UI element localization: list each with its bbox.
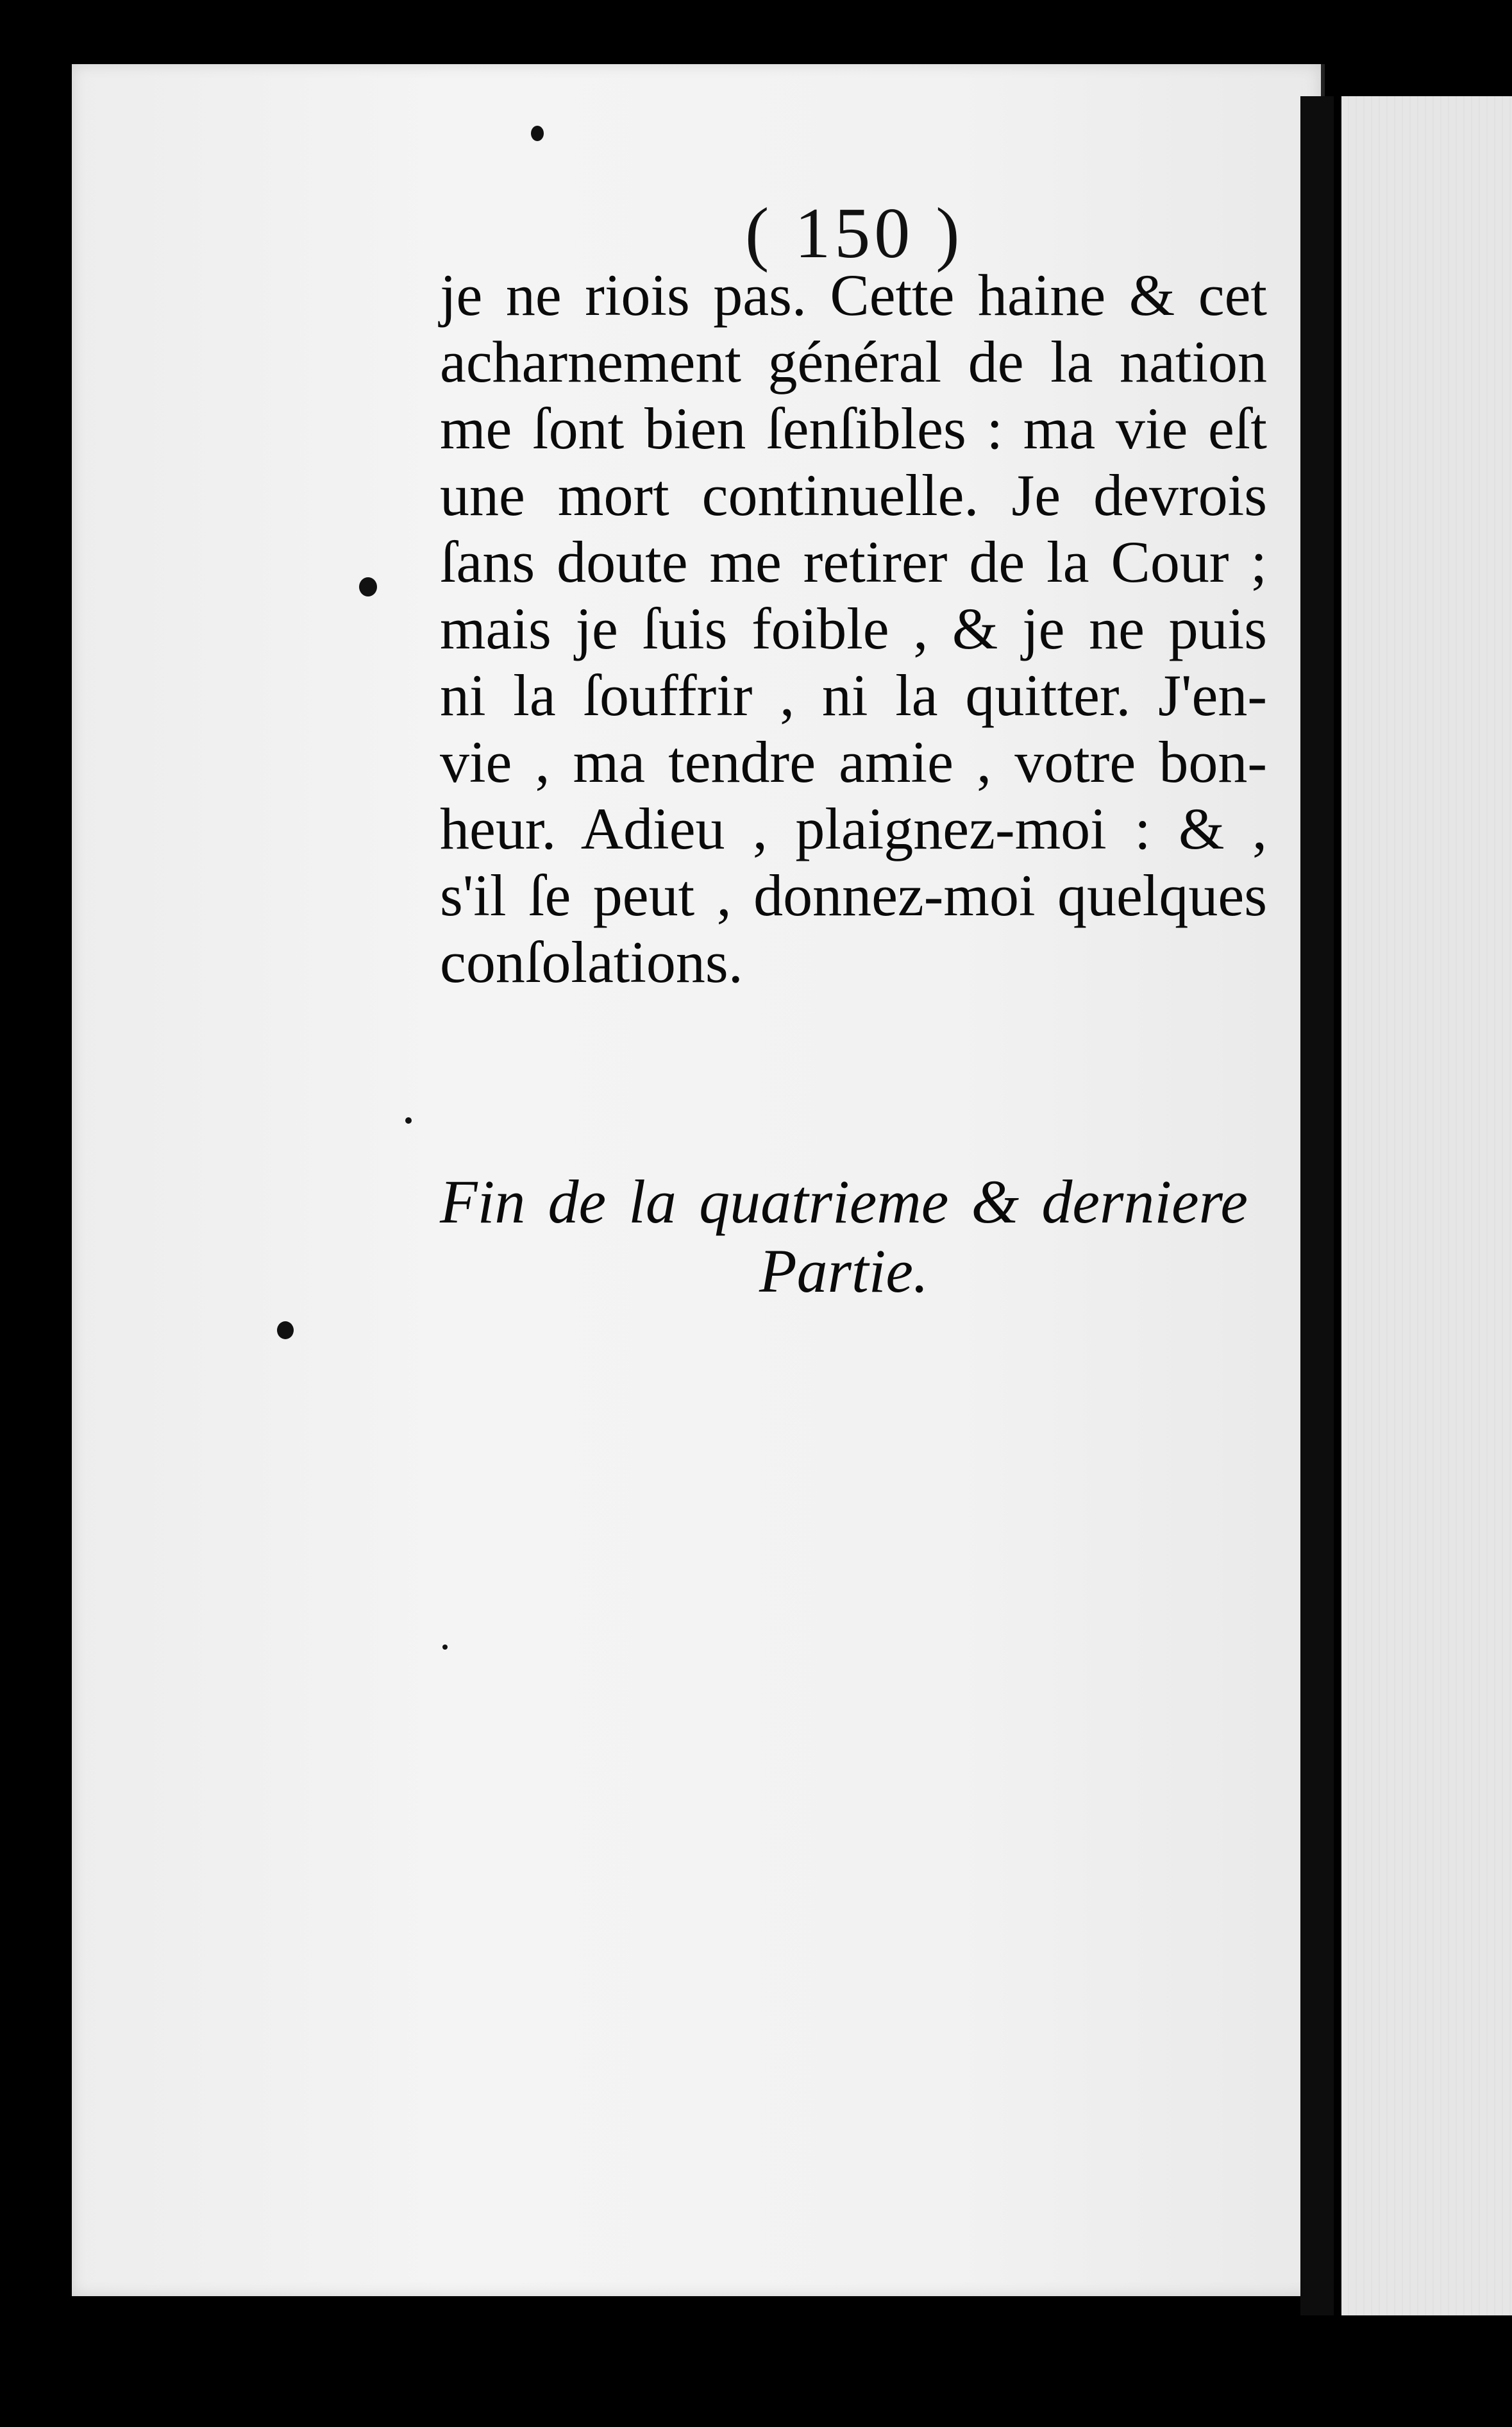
ink-speck bbox=[359, 577, 377, 596]
text-line: me ſont bien ſenſibles : ma vie eſt bbox=[440, 396, 1267, 461]
closing-line-part: Partie. bbox=[759, 1237, 928, 1305]
text-line: je ne riois pas. Cette haine & cet bbox=[440, 262, 1267, 328]
next-page-sliver bbox=[1341, 96, 1512, 2315]
ink-speck bbox=[405, 1117, 412, 1124]
page-number: ( 150 ) bbox=[745, 194, 964, 273]
text-line: ſans doute me retirer de la Cour ; bbox=[440, 529, 1267, 595]
ink-speck bbox=[277, 1321, 294, 1339]
closing-note bbox=[440, 1167, 1248, 1306]
body-text bbox=[440, 262, 1267, 995]
text-line: acharnement général de la nation bbox=[440, 329, 1267, 394]
text-line: vie , ma tendre amie , votre bon- bbox=[440, 729, 1267, 795]
ink-speck bbox=[442, 1645, 448, 1650]
ink-speck bbox=[531, 126, 544, 141]
closing-line: Fin de la quatrieme & derniere bbox=[440, 1167, 1248, 1236]
text-line: s'il ſe peut , donnez-moi quelques bbox=[440, 863, 1267, 928]
text-line-last: conſolations. bbox=[440, 929, 743, 995]
text-line: ni la ſouffrir , ni la quitter. J'en- bbox=[440, 663, 1267, 728]
text-line: une mort continuelle. Je devrois bbox=[440, 462, 1267, 528]
text-line: mais je ſuis foible , & je ne puis bbox=[440, 596, 1267, 661]
text-line: heur. Adieu , plaignez-moi : & , bbox=[440, 796, 1267, 861]
page-gutter-shadow bbox=[1300, 96, 1334, 2315]
